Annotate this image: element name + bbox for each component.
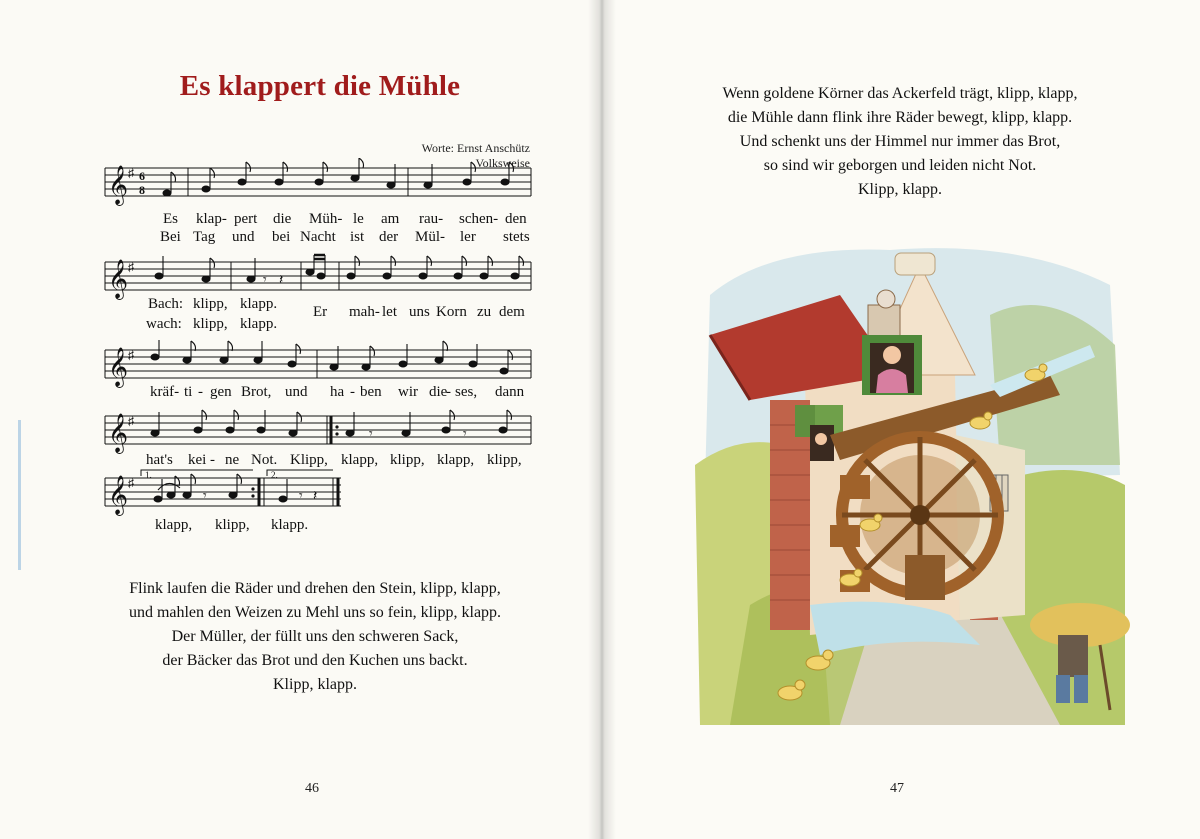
lyric-word: klipp,	[487, 452, 522, 468]
lyric-word: bei	[272, 229, 291, 245]
lyric-word: Korn	[436, 304, 467, 320]
verse-line: Wenn goldene Körner das Ackerfeld trägt, klipp, klapp,	[722, 85, 1078, 102]
song-title: Es klappert die Mühle	[179, 70, 461, 102]
lyric-word: le	[353, 211, 364, 227]
lyric-word: ist	[350, 229, 365, 245]
lyric-word: Es	[163, 211, 178, 227]
verse-line: Klipp, klapp.	[858, 181, 942, 198]
lyric-word: Er	[313, 304, 328, 320]
svg-text:♯: ♯	[128, 476, 134, 490]
staff-3-notation	[103, 340, 533, 390]
lyric-word: uns	[409, 304, 430, 320]
lyric-word: klipp,	[390, 452, 425, 468]
lyric-word: let	[382, 304, 397, 320]
lyricist-credit: Worte: Ernst Anschütz	[421, 141, 530, 155]
lyric-word: -	[198, 384, 203, 400]
svg-text:♯: ♯	[128, 260, 134, 274]
music-staff-1	[103, 158, 533, 208]
svg-text:𝄾: 𝄾	[203, 489, 207, 504]
lyric-word: Bach:	[148, 296, 183, 312]
lyric-word: stets	[503, 229, 530, 245]
page-number-right: 47	[890, 781, 904, 796]
svg-text:♯: ♯	[128, 414, 134, 428]
lyric-word: klipp,	[193, 296, 228, 312]
lyric-word: die	[273, 211, 292, 227]
treble-clef-icon: 𝄞	[108, 259, 129, 299]
lyric-word: zu	[477, 304, 492, 320]
verse-line: Der Müller, der füllt uns den schweren Sack,	[171, 628, 459, 645]
lyric-word: hat's	[146, 452, 173, 468]
lyric-word: klapp,	[437, 452, 475, 468]
lyric-word: Not.	[251, 452, 278, 468]
lyric-word: klapp,	[155, 517, 193, 533]
page-edge-mark	[18, 420, 21, 570]
melody-credit: Volksweise	[475, 156, 530, 170]
lyric-word: der	[379, 229, 399, 245]
staff-2-notation	[103, 252, 533, 302]
music-staff-3	[103, 340, 533, 390]
lyric-word: den	[505, 211, 527, 227]
svg-text:𝄾: 𝄾	[263, 273, 267, 288]
lyric-word: pert	[234, 211, 258, 227]
lyric-word: ben	[360, 384, 382, 400]
right-page	[600, 0, 1200, 839]
verse-line: Klipp, klapp.	[273, 676, 357, 693]
lyric-word: wach:	[146, 316, 182, 332]
lyric-word: Bei	[160, 229, 181, 245]
lyric-word: dem	[499, 304, 525, 320]
page-number-left: 46	[305, 781, 319, 796]
staff-1-notation	[103, 158, 533, 208]
svg-text:𝄾: 𝄾	[299, 489, 303, 504]
lyric-word: wir	[398, 384, 418, 400]
svg-text:6: 6	[139, 169, 145, 183]
lyric-word: -	[446, 384, 451, 400]
music-staff-2	[103, 252, 533, 302]
verse-line: die Mühle dann flink ihre Räder bewegt, klipp, klapp.	[727, 109, 1073, 126]
music-staff-4	[103, 406, 533, 456]
verse-line: und mahlen den Weizen zu Mehl uns so fein, klipp, klapp.	[128, 604, 502, 621]
lyric-word: ses,	[455, 384, 478, 400]
svg-text:𝄽: 𝄽	[313, 489, 318, 504]
lyric-word: Mül-	[415, 229, 445, 245]
lyric-word: Tag	[193, 229, 216, 245]
lyric-word: -	[350, 384, 355, 400]
verse-2-text	[80, 577, 550, 697]
verse-line: der Bäcker das Brot und den Kuchen uns backt.	[162, 652, 468, 669]
lyric-word: klapp.	[271, 517, 309, 533]
lyric-word: Müh-	[309, 211, 343, 227]
lyric-word: mah-	[349, 304, 380, 320]
svg-text:𝄾: 𝄾	[463, 427, 467, 442]
lyric-word: schen-	[459, 211, 499, 227]
treble-clef-icon: 𝄞	[108, 165, 129, 205]
lyric-word: kräf-	[150, 384, 180, 400]
verse-3-text	[660, 82, 1140, 202]
lyric-word: ne	[225, 452, 240, 468]
lyric-word: ler	[460, 229, 476, 245]
lyric-word: kei	[188, 452, 207, 468]
lyric-word: ha	[330, 384, 345, 400]
treble-clef-icon: 𝄞	[108, 475, 129, 515]
lyric-word: und	[285, 384, 308, 400]
svg-text:8: 8	[139, 183, 145, 197]
music-staff-5	[103, 468, 353, 518]
treble-clef-icon: 𝄞	[108, 347, 129, 387]
lyric-word: und	[232, 229, 255, 245]
verse-line: Flink laufen die Räder und drehen den Stein, klipp, klapp,	[129, 580, 501, 597]
watermill-illustration	[690, 225, 1130, 735]
lyric-word: klapp,	[341, 452, 379, 468]
volta-2-label: 2.	[271, 470, 278, 480]
lyric-word: rau-	[419, 211, 444, 227]
verse-line: so sind wir geborgen und leiden nicht Not.	[763, 157, 1037, 174]
lyric-word: Nacht	[300, 229, 336, 245]
lyric-word: klap-	[196, 211, 227, 227]
svg-text:𝄾: 𝄾	[369, 427, 373, 442]
treble-clef-icon: 𝄞	[108, 413, 129, 453]
book-gutter	[588, 0, 616, 839]
lyric-word: Klipp,	[290, 452, 328, 468]
volta-1-label: 1.	[145, 470, 152, 480]
lyric-word: klapp.	[240, 296, 278, 312]
lyric-word: klipp,	[193, 316, 228, 332]
svg-text:♯: ♯	[128, 348, 134, 362]
lyric-word: am	[381, 211, 400, 227]
staff-5-notation	[103, 468, 353, 518]
lyric-word: klapp.	[240, 316, 278, 332]
lyric-word: Brot,	[241, 384, 272, 400]
verse-line: Und schenkt uns der Himmel nur immer das Brot,	[739, 133, 1061, 150]
svg-text:♯: ♯	[128, 166, 134, 180]
svg-text:𝄽: 𝄽	[279, 273, 284, 288]
lyric-word: gen	[210, 384, 232, 400]
staff-4-notation	[103, 406, 533, 456]
lyric-word: -	[210, 452, 215, 468]
lyric-word: ti	[184, 384, 193, 400]
lyric-word: die	[429, 384, 448, 400]
lyric-word: dann	[495, 384, 525, 400]
lyric-word: klipp,	[215, 517, 250, 533]
